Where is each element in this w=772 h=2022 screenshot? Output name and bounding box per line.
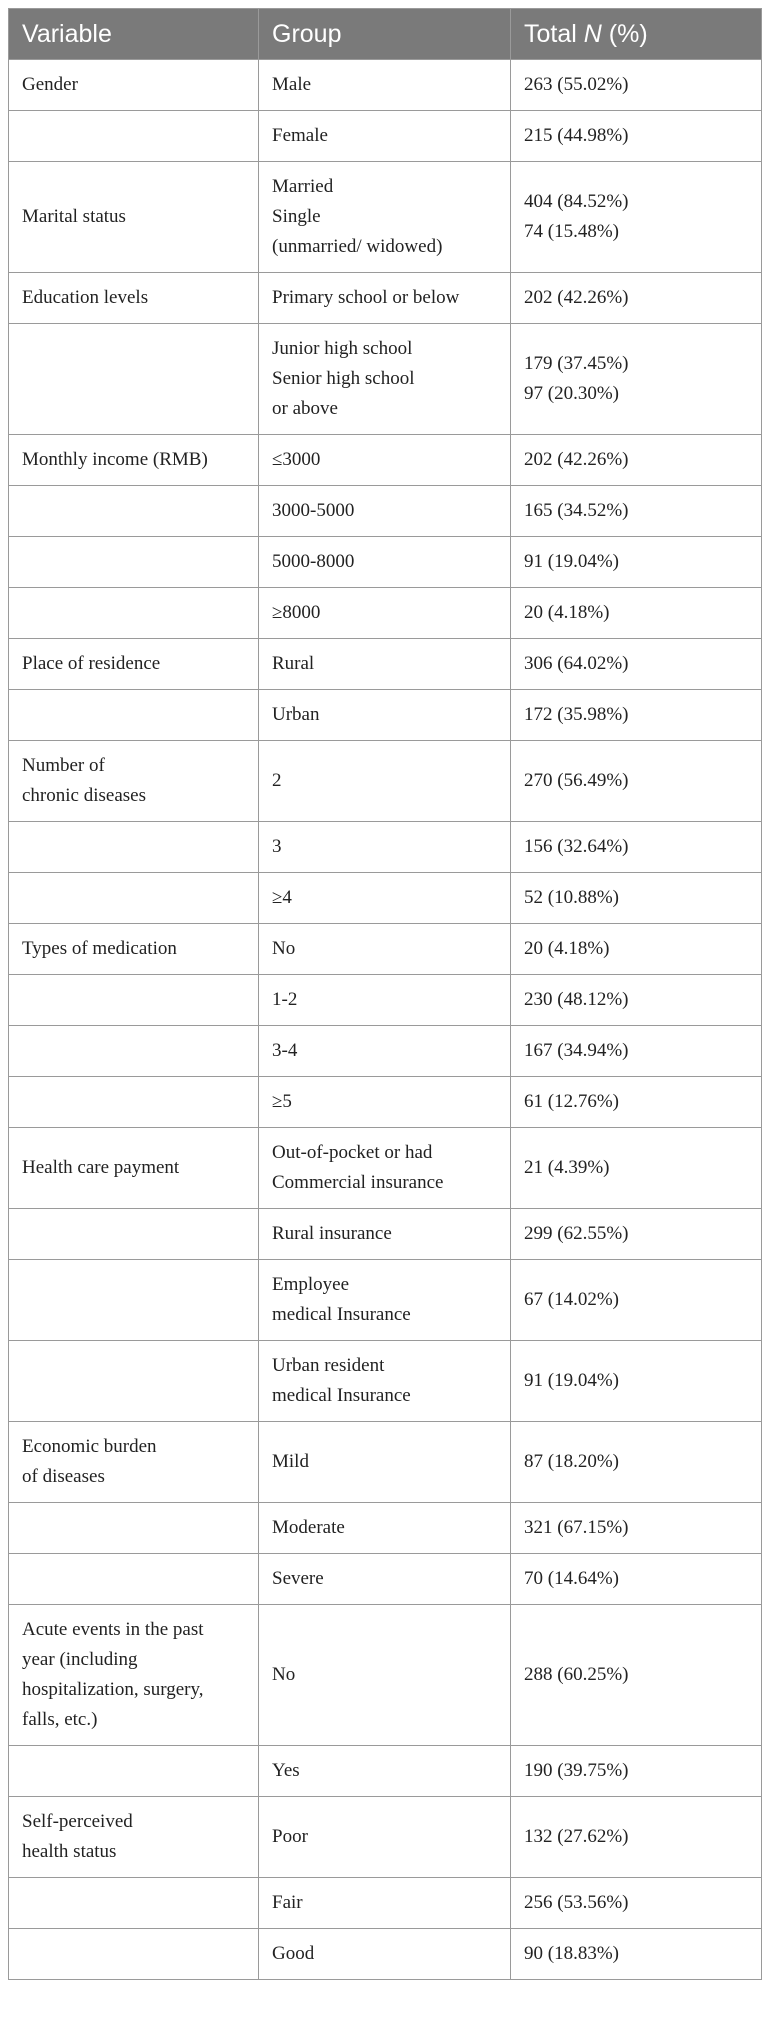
- table-row: [9, 639, 762, 690]
- cell-total: 299 (62.55%): [511, 1209, 762, 1260]
- header-variable: Variable: [9, 9, 259, 60]
- table-row: [9, 1605, 762, 1746]
- data-table: [8, 8, 762, 1980]
- cell-group: Good: [259, 1929, 511, 1980]
- cell-group: Out-of-pocket or had Commercial insurance: [259, 1128, 511, 1209]
- cell-total: 52 (10.88%): [511, 873, 762, 924]
- cell-variable: Health care payment: [9, 1128, 259, 1209]
- table-row: [9, 1929, 762, 1980]
- cell-group: 5000-8000: [259, 537, 511, 588]
- cell-variable: [9, 1209, 259, 1260]
- cell-group: Married Single (unmarried/ widowed): [259, 162, 511, 273]
- cell-variable: [9, 486, 259, 537]
- header-group: Group: [259, 9, 511, 60]
- cell-total: 202 (42.26%): [511, 273, 762, 324]
- table-row: [9, 1128, 762, 1209]
- table-row: [9, 588, 762, 639]
- cell-total: 190 (39.75%): [511, 1746, 762, 1797]
- table-container: [8, 8, 761, 1980]
- cell-group: ≥8000: [259, 588, 511, 639]
- cell-total: 156 (32.64%): [511, 822, 762, 873]
- cell-variable: Education levels: [9, 273, 259, 324]
- table-row: [9, 975, 762, 1026]
- cell-total: 20 (4.18%): [511, 588, 762, 639]
- cell-variable: [9, 1341, 259, 1422]
- cell-total: 91 (19.04%): [511, 537, 762, 588]
- cell-variable: [9, 1878, 259, 1929]
- table-row: [9, 822, 762, 873]
- table-row: [9, 1026, 762, 1077]
- table-row: [9, 162, 762, 273]
- cell-variable: Types of medication: [9, 924, 259, 975]
- cell-group: No: [259, 1605, 511, 1746]
- cell-variable: [9, 975, 259, 1026]
- cell-total: 172 (35.98%): [511, 690, 762, 741]
- cell-group: Rural: [259, 639, 511, 690]
- cell-total: 306 (64.02%): [511, 639, 762, 690]
- cell-group: Male: [259, 60, 511, 111]
- cell-total: 91 (19.04%): [511, 1341, 762, 1422]
- cell-group: ≥4: [259, 873, 511, 924]
- cell-variable: [9, 588, 259, 639]
- cell-variable: [9, 111, 259, 162]
- cell-group: Junior high school Senior high school or above: [259, 324, 511, 435]
- cell-variable: [9, 324, 259, 435]
- cell-group: 3: [259, 822, 511, 873]
- table-row: [9, 1878, 762, 1929]
- cell-total: 90 (18.83%): [511, 1929, 762, 1980]
- cell-total: 67 (14.02%): [511, 1260, 762, 1341]
- table-row: [9, 1077, 762, 1128]
- cell-group: Mild: [259, 1422, 511, 1503]
- cell-variable: Marital status: [9, 162, 259, 273]
- cell-variable: [9, 822, 259, 873]
- cell-group: 3000-5000: [259, 486, 511, 537]
- cell-group: Urban: [259, 690, 511, 741]
- cell-group: Moderate: [259, 1503, 511, 1554]
- header-row: [9, 9, 762, 60]
- table-row: [9, 60, 762, 111]
- cell-variable: [9, 1929, 259, 1980]
- cell-group: 3-4: [259, 1026, 511, 1077]
- cell-group: 1-2: [259, 975, 511, 1026]
- table-row: [9, 537, 762, 588]
- cell-variable: [9, 690, 259, 741]
- cell-variable: Gender: [9, 60, 259, 111]
- cell-variable: [9, 537, 259, 588]
- cell-total: 270 (56.49%): [511, 741, 762, 822]
- cell-variable: [9, 1077, 259, 1128]
- cell-variable: [9, 1260, 259, 1341]
- table-row: [9, 435, 762, 486]
- table-row: [9, 873, 762, 924]
- table-row: [9, 924, 762, 975]
- cell-variable: Number of chronic diseases: [9, 741, 259, 822]
- cell-total: 230 (48.12%): [511, 975, 762, 1026]
- header-total: [511, 9, 762, 60]
- cell-total: 132 (27.62%): [511, 1797, 762, 1878]
- table-row: [9, 1341, 762, 1422]
- table-row: [9, 111, 762, 162]
- cell-variable: [9, 1503, 259, 1554]
- cell-total: 61 (12.76%): [511, 1077, 762, 1128]
- table-body: [9, 60, 762, 1980]
- cell-total: 87 (18.20%): [511, 1422, 762, 1503]
- table-row: [9, 690, 762, 741]
- cell-variable: Economic burden of diseases: [9, 1422, 259, 1503]
- cell-total: 256 (53.56%): [511, 1878, 762, 1929]
- cell-group: Employee medical Insurance: [259, 1260, 511, 1341]
- cell-total: 404 (84.52%) 74 (15.48%): [511, 162, 762, 273]
- cell-total: 215 (44.98%): [511, 111, 762, 162]
- cell-total: 179 (37.45%) 97 (20.30%): [511, 324, 762, 435]
- cell-group: No: [259, 924, 511, 975]
- cell-group: Female: [259, 111, 511, 162]
- cell-total: 263 (55.02%): [511, 60, 762, 111]
- header-total-n: N: [583, 19, 602, 48]
- cell-variable: Place of residence: [9, 639, 259, 690]
- cell-total: 21 (4.39%): [511, 1128, 762, 1209]
- cell-group: ≤3000: [259, 435, 511, 486]
- table-row: [9, 1554, 762, 1605]
- cell-group: Yes: [259, 1746, 511, 1797]
- header-total-suffix: (%): [601, 19, 648, 48]
- table-row: [9, 741, 762, 822]
- cell-variable: [9, 1026, 259, 1077]
- table-row: [9, 1209, 762, 1260]
- cell-total: 321 (67.15%): [511, 1503, 762, 1554]
- cell-total: 20 (4.18%): [511, 924, 762, 975]
- cell-total: 202 (42.26%): [511, 435, 762, 486]
- table-row: [9, 1746, 762, 1797]
- cell-variable: [9, 873, 259, 924]
- table-row: [9, 1260, 762, 1341]
- cell-total: 70 (14.64%): [511, 1554, 762, 1605]
- cell-variable: Acute events in the past year (including hospitalization, surgery, falls, etc.): [9, 1605, 259, 1746]
- cell-group: 2: [259, 741, 511, 822]
- cell-total: 288 (60.25%): [511, 1605, 762, 1746]
- cell-group: Severe: [259, 1554, 511, 1605]
- cell-group: Primary school or below: [259, 273, 511, 324]
- cell-group: ≥5: [259, 1077, 511, 1128]
- cell-group: Urban resident medical Insurance: [259, 1341, 511, 1422]
- table-row: [9, 273, 762, 324]
- cell-total: 167 (34.94%): [511, 1026, 762, 1077]
- cell-variable: Monthly income (RMB): [9, 435, 259, 486]
- cell-group: Rural insurance: [259, 1209, 511, 1260]
- table-row: [9, 324, 762, 435]
- table-row: [9, 1797, 762, 1878]
- cell-variable: Self-perceived health status: [9, 1797, 259, 1878]
- header-total-prefix: Total: [524, 19, 584, 48]
- cell-group: Fair: [259, 1878, 511, 1929]
- table-row: [9, 486, 762, 537]
- cell-group: Poor: [259, 1797, 511, 1878]
- cell-variable: [9, 1554, 259, 1605]
- table-row: [9, 1422, 762, 1503]
- cell-variable: [9, 1746, 259, 1797]
- table-row: [9, 1503, 762, 1554]
- cell-total: 165 (34.52%): [511, 486, 762, 537]
